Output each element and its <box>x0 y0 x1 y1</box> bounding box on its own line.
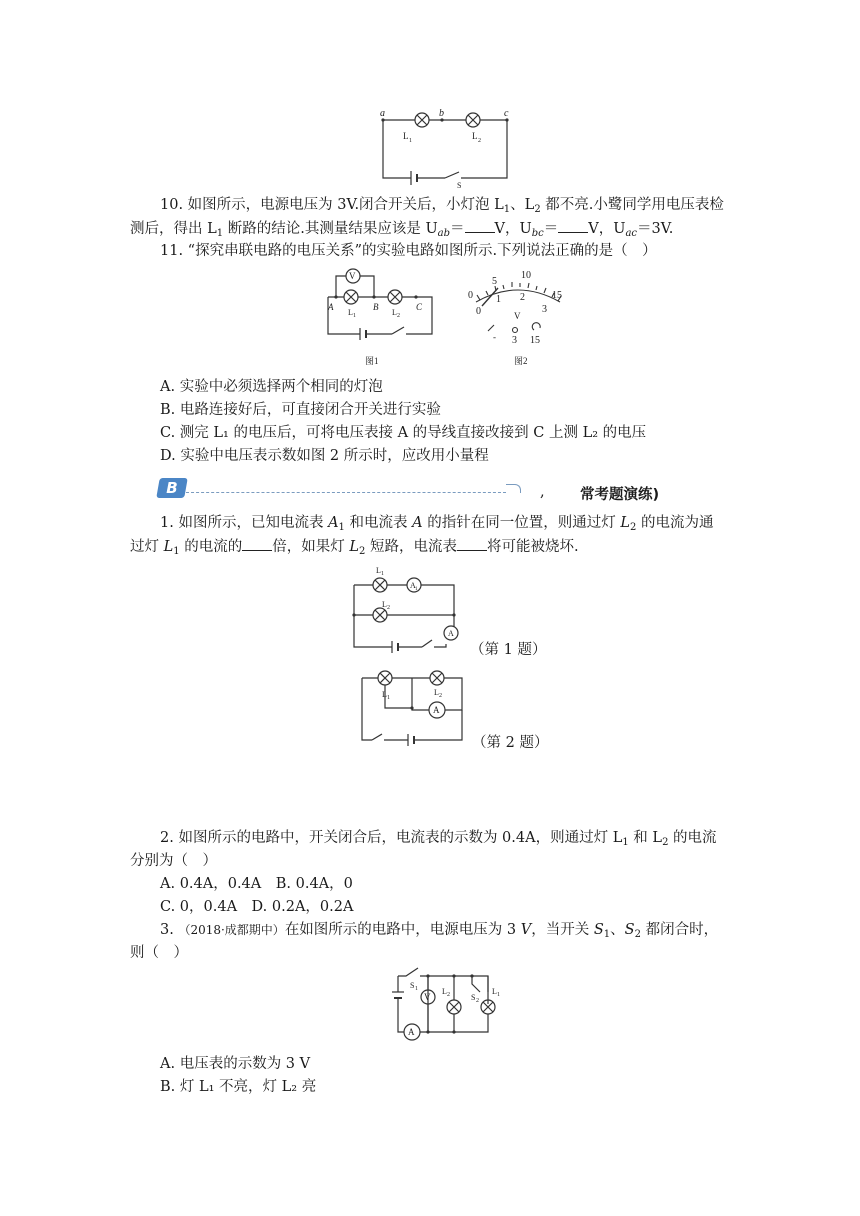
fig-q2-l1: L <box>382 690 387 699</box>
section-divider-tail <box>506 484 521 493</box>
svg-text:2: 2 <box>439 693 442 699</box>
svg-text:2: 2 <box>476 998 479 1004</box>
q11-option-c[interactable]: C. 测完 L₁ 的电压后，可将电压表接 A 的导线直接改接到 C 上测 L₂ 的电压 <box>160 425 647 441</box>
q1-line-1: 1. 如图所示，已知电流表 $A_1$ 和电流表 A 的指针在同一位置，则通过灯 $L_2$ 的电流为通 <box>160 515 714 533</box>
q10-line-2: 测后，得出 $L_1$ 断路的结论.其测量结果应该是 $U_{ab}= V$，$U_{bc}= V$，$U_{ac}=3V$. <box>130 218 673 239</box>
section-divider <box>186 492 506 493</box>
q3-line-2: 则（ ） <box>130 945 188 961</box>
fig-q1-a1: A <box>410 581 416 590</box>
fig-q3-l2: L <box>442 987 447 996</box>
q2-options-row-1[interactable]: A. 0.4A，0.4A B. 0.4A，0 <box>160 876 353 892</box>
fig-q3-s1: S <box>410 981 415 990</box>
q1-circuit-diagram <box>350 563 470 659</box>
lamp-l2-sub: 2 <box>478 138 481 144</box>
q10-line-1: 10. 如图所示，电源电压为 3V.闭合开关后，小灯泡 $L_1$、$L_2$ 都不亮.小鹭同学用电压表检 <box>160 197 724 215</box>
q2-figure-caption: （第 2 题） <box>472 735 549 751</box>
svg-text:1: 1 <box>497 992 500 998</box>
q2-line-1: 2. 如图所示的电路中，开关闭合后，电流表的示数为 0.4A，则通过灯 $L_1$ 和 $L_2$ 的电流 <box>160 830 717 848</box>
meter-scale-bottom-0: 0 <box>476 306 481 317</box>
svg-text:1: 1 <box>387 695 390 701</box>
q1-line-2: 过灯 $L_1$ 的电流的 倍，如果灯 $L_2$ 短路，电流表 将可能被烧坏. <box>130 536 579 557</box>
q11-stem: 11. “探究串联电路的电压关系”的实验电路如图所示.下列说法正确的是（ ） <box>160 243 657 259</box>
fig-q3-l1: L <box>492 987 497 996</box>
answer-blank-ubc[interactable] <box>558 218 588 233</box>
node-b-label: b <box>439 108 444 119</box>
fig1-caption: 图1 <box>365 356 379 366</box>
fig-q3-a: A <box>408 1027 415 1037</box>
fig-q1-a: A <box>448 629 454 638</box>
q10-circuit-diagram <box>375 108 515 188</box>
q3-option-b[interactable]: B. 灯 L₁ 不亮，灯 L₂ 亮 <box>160 1079 317 1095</box>
svg-text:2: 2 <box>397 313 400 319</box>
fig1-voltmeter-label: V <box>349 271 356 281</box>
node-c-label: c <box>504 108 509 119</box>
lamp-l2-label: L <box>472 131 478 141</box>
fig1-l1-label: L <box>348 308 353 317</box>
q3-circuit-diagram <box>384 964 504 1048</box>
meter-terminal-3: 3 <box>512 335 517 346</box>
q1-figure-caption: （第 1 题） <box>470 642 547 658</box>
node-a-label: a <box>380 108 385 119</box>
answer-blank-ammeter[interactable] <box>457 536 487 551</box>
svg-text:1: 1 <box>353 313 356 319</box>
q11-option-a[interactable]: A. 实验中必须选择两个相同的灯泡 <box>160 379 383 395</box>
q11-figure-1-circuit <box>320 264 440 370</box>
meter-scale-bottom-1: 1 <box>496 294 501 305</box>
fig-q2-l2: L <box>434 688 439 697</box>
fig-q1-l1: L <box>376 566 381 575</box>
meter-unit-v: V <box>514 311 521 321</box>
lamp-l1-sub: 1 <box>409 138 412 144</box>
fig-q1-l2: L <box>382 600 387 609</box>
q11-option-b[interactable]: B. 电路连接好后，可直接闭合开关进行实验 <box>160 402 441 418</box>
fig1-node-a: A <box>328 302 334 312</box>
svg-text:1: 1 <box>415 587 418 592</box>
q3-source: （2018·成都期中） <box>178 923 285 937</box>
svg-text:1: 1 <box>381 571 384 577</box>
section-badge: B <box>156 478 188 498</box>
meter-scale-bottom-2: 2 <box>520 292 525 303</box>
lamp-l1-label: L <box>403 131 409 141</box>
fig1-l2-label: L <box>392 308 397 317</box>
answer-blank-uab[interactable] <box>465 218 495 233</box>
fig1-node-c: C <box>416 302 423 312</box>
answer-blank-ratio[interactable] <box>242 536 272 551</box>
q11-option-d[interactable]: D. 实验中电压表示数如图 2 所示时，应改用小量程 <box>160 448 489 464</box>
q2-options-row-2[interactable]: C. 0，0.4A D. 0.2A，0.2A <box>160 899 354 915</box>
fig1-node-b: B <box>373 302 379 312</box>
q2-circuit-diagram <box>356 668 476 750</box>
q3-option-a[interactable]: A. 电压表的示数为 3 V <box>160 1056 311 1072</box>
meter-scale-top-0: 0 <box>468 290 473 301</box>
section-title: 常考题演练) <box>580 487 660 503</box>
q11-figure-2-voltmeter <box>458 264 578 370</box>
meter-scale-top-10: 10 <box>521 270 531 281</box>
section-comma: , <box>540 484 545 500</box>
svg-text:2: 2 <box>447 992 450 998</box>
meter-scale-top-5: 5 <box>492 276 497 287</box>
meter-scale-top-15: 15 <box>552 290 562 301</box>
q3-line-1: 3. （2018·成都期中）在如图所示的电路中，电源电压为 3 V，当开关 $S_1$、$S_2$ 都闭合时， <box>160 922 719 940</box>
fig2-caption: 图2 <box>514 356 528 366</box>
switch-s-label: S <box>457 181 462 188</box>
q2-line-2: 分别为（ ） <box>130 853 217 869</box>
fig-q3-v: V <box>424 992 431 1002</box>
meter-scale-bottom-3: 3 <box>542 304 547 315</box>
fig-q3-s2: S <box>471 993 476 1002</box>
svg-text:1: 1 <box>415 986 418 992</box>
svg-text:2: 2 <box>387 605 390 611</box>
meter-terminal-15: 15 <box>530 335 540 346</box>
fig-q2-a: A <box>433 705 440 715</box>
meter-terminal-minus: - <box>493 332 496 342</box>
